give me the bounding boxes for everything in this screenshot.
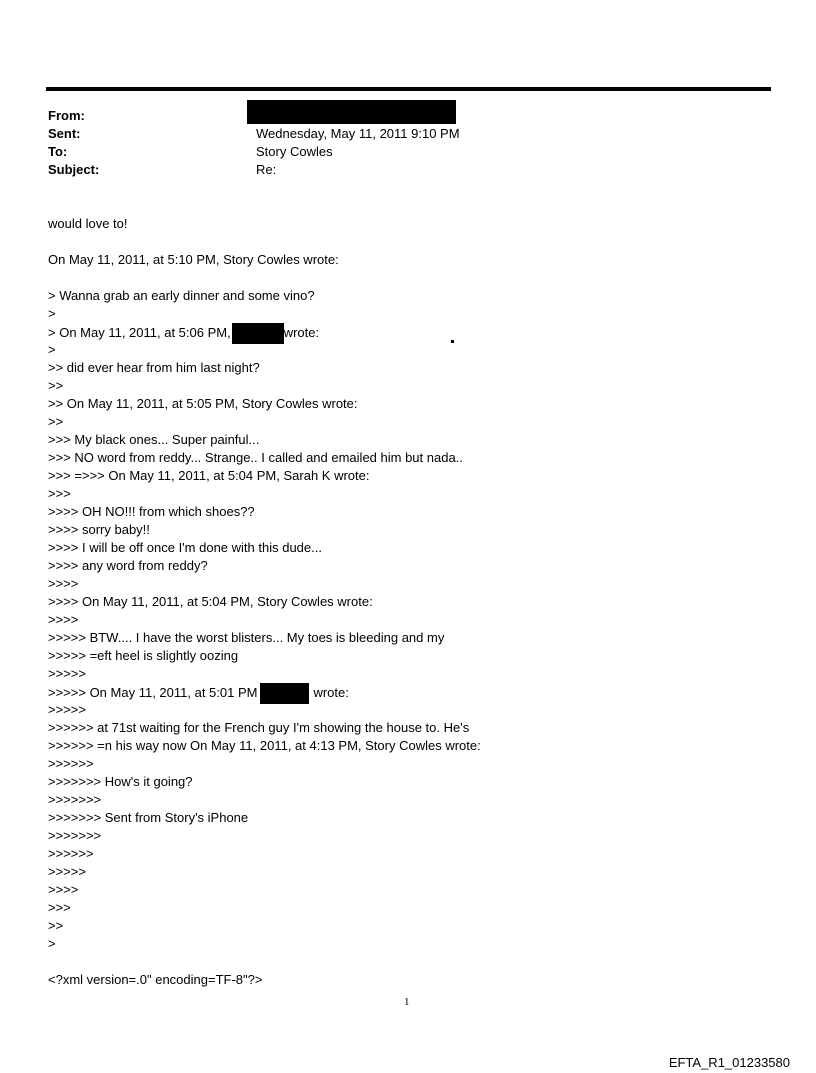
quoted-line: >>>> I will be off once I'm done with this dude... xyxy=(48,540,322,555)
quoted-line: >> did ever hear from him last night? xyxy=(48,360,260,375)
quoted-line: >>>>> xyxy=(48,864,86,879)
quoted-line: >> xyxy=(48,378,64,393)
quoted-line: > xyxy=(48,306,56,321)
quoted-text: > On May 11, 2011, at 5:06 PM, xyxy=(48,324,231,340)
quoted-line: >>>> On May 11, 2011, at 5:04 PM, Story Cowles wrote: xyxy=(48,594,373,609)
sent-label: Sent: xyxy=(48,126,81,141)
quoted-line: > xyxy=(48,342,56,357)
quoted-text: wrote: xyxy=(313,684,349,700)
redacted-sender xyxy=(247,100,456,124)
quoted-line: > xyxy=(48,936,56,951)
quoted-line: >>>> sorry baby!! xyxy=(48,522,150,537)
quoted-line: >>>>>> at 71st waiting for the French guy I'm showing the house to. He's xyxy=(48,720,470,735)
subject-label: Subject: xyxy=(48,162,100,177)
to-value: Story Cowles xyxy=(256,144,333,159)
quoted-line: >>>> xyxy=(48,576,79,591)
quoted-line: >>>>>> xyxy=(48,756,94,771)
quoted-line: >>>> any word from reddy? xyxy=(48,558,208,573)
redacted-name xyxy=(232,323,284,344)
quoted-line: >> xyxy=(48,414,64,429)
quoted-line: >>> xyxy=(48,900,71,915)
quoted-line: >>>>>> xyxy=(48,846,94,861)
quoted-line: >>>> OH NO!!! from which shoes?? xyxy=(48,504,255,519)
quote-intro: On May 11, 2011, at 5:10 PM, Story Cowles wrote: xyxy=(48,252,339,267)
quoted-line: >>>>>>> How's it going? xyxy=(48,774,193,789)
quoted-line: >>> =>>> On May 11, 2011, at 5:04 PM, Sarah K wrote: xyxy=(48,468,370,483)
top-rule xyxy=(46,87,771,91)
subject-value: Re: xyxy=(256,162,277,177)
quoted-line xyxy=(48,323,481,341)
quoted-line: >>>>> xyxy=(48,666,86,681)
redacted-name xyxy=(260,683,309,704)
quoted-text: >>>>> On May 11, 2011, at 5:01 PM xyxy=(48,684,258,700)
xml-declaration: <?xml version=.0" encoding=TF-8"?> xyxy=(48,972,263,987)
quoted-line: >>>> xyxy=(48,612,79,627)
reply-line: would love to! xyxy=(48,216,128,231)
quoted-line: >>> NO word from reddy... Strange.. I called and emailed him but nada.. xyxy=(48,450,463,465)
quoted-line: >>>>>> =n his way now On May 11, 2011, at 4:13 PM, Story Cowles wrote: xyxy=(48,738,481,753)
quoted-line: >>>>>>> Sent from Story's iPhone xyxy=(48,810,249,825)
quoted-line: >> On May 11, 2011, at 5:05 PM, Story Cowles wrote: xyxy=(48,396,358,411)
to-label: To: xyxy=(48,144,68,159)
quoted-line: >>>>> =eft heel is slightly oozing xyxy=(48,648,239,663)
quoted-line xyxy=(48,683,481,701)
quoted-line: >>>>> xyxy=(48,702,86,717)
quoted-text: wrote: xyxy=(283,324,320,340)
quoted-line: >>> My black ones... Super painful... xyxy=(48,432,260,447)
email-body xyxy=(48,215,481,989)
quoted-line: > Wanna grab an early dinner and some vino? xyxy=(48,288,315,303)
quoted-line: >> xyxy=(48,918,64,933)
quoted-line: >>> xyxy=(48,486,71,501)
quoted-line: >>>>>>> xyxy=(48,828,102,843)
quoted-line: >>>> xyxy=(48,882,79,897)
sent-value: Wednesday, May 11, 2011 9:10 PM xyxy=(256,126,460,141)
quoted-line: >>>>> BTW.... I have the worst blisters... My toes is bleeding and my xyxy=(48,630,445,645)
quoted-line: >>>>>>> xyxy=(48,792,102,807)
page-number: 1 xyxy=(404,996,410,1008)
from-label: From: xyxy=(48,108,85,123)
document-id: EFTA_R1_01233580 xyxy=(668,1055,790,1070)
